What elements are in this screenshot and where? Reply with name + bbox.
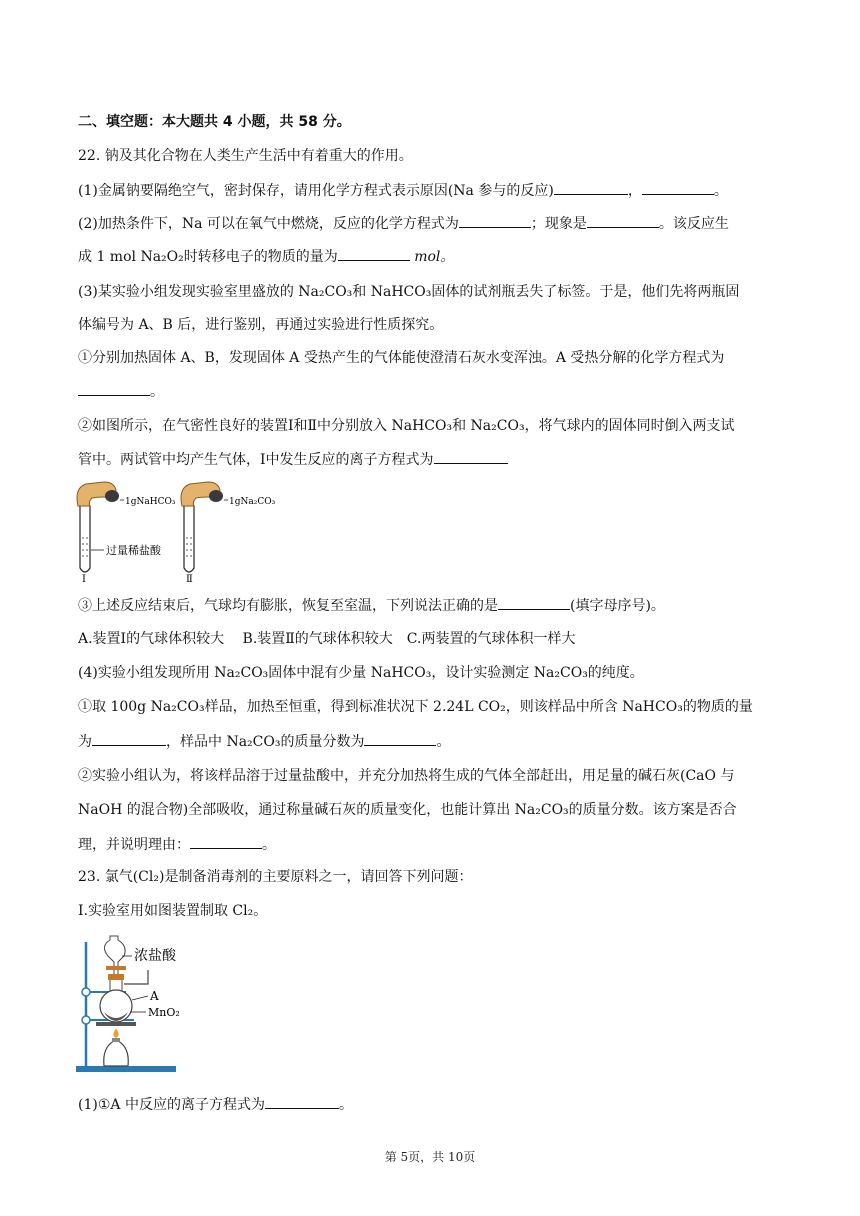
q22-part4-sub2: ②实验小组认为，将该样品溶于过量盐酸中，并充分加热将生成的气体全部赶出，用足量的碱石灰(CaO 与 (78, 768, 735, 784)
q22-sub2-text: 管中。两试管中均产生气体，Ⅰ中发生反应的离子方程式为 (78, 452, 434, 468)
q22-part2-text3: 。该反应生 (658, 216, 729, 232)
q22-part2 (78, 213, 790, 234)
q22-sub3 (78, 595, 790, 616)
label-na2co3: 1gNa₂CO₃ (229, 497, 276, 507)
q22-options: A.装置Ⅰ的气球体积较大 B.装置Ⅱ的气球体积较大 C.两装置的气球体积一样大 (78, 631, 576, 647)
end-punct: 。 (338, 1097, 353, 1113)
label-conc-hcl: 浓盐酸 (134, 948, 176, 964)
q22-part1 (78, 180, 790, 201)
round-bottom-flask (100, 970, 148, 1022)
end-punct: 。 (262, 837, 276, 853)
label-hcl: 过量稀盐酸 (106, 544, 161, 557)
tube-label-2: Ⅱ (186, 574, 193, 585)
q22-part4-sub2-cont2 (78, 834, 790, 855)
q22-sub3-text2: (填字母序号)。 (570, 598, 665, 614)
q22-part4-text: ，样品中 Na₂CO₃的质量分数为 (166, 734, 365, 750)
q22-part4-sub1: ①取 100g Na₂CO₃样品，加热至恒重，得到标准状况下 2.24L CO₂，则该样品中所含 NaHCO₃的物质的量 (78, 699, 753, 715)
end-punct: 。 (150, 384, 164, 400)
q23-sub1-text: (1)①A 中反应的离子方程式为 (78, 1097, 265, 1113)
test-tube-2 (184, 506, 194, 572)
q23-part1: Ⅰ.实验室用如图装置制取 Cl₂。 (78, 903, 268, 919)
q22-part3-cont: 体编号为 A、B 后，进行鉴别，再通过实验进行性质探究。 (78, 317, 444, 333)
label-nahco3: 1gNaHCO₃ (125, 497, 176, 507)
text-prefix: 为 (78, 734, 92, 750)
q22-part4-sub2-cont: NaOH 的混合物)全部吸收，通过称量碱石灰的质量变化，也能计算出 Na₂CO₃的质量分数。该方案是否合 (78, 802, 737, 818)
q22-part4-text2: 理，并说明理由： (78, 837, 190, 853)
label-mno2: MnO₂ (148, 1006, 180, 1019)
q23-sub1 (78, 1094, 790, 1115)
q22-part3: (3)某实验小组发现实验室里盛放的 Na₂CO₃和 NaHCO₃固体的试剂瓶丢失了标签。于是，他们先将两瓶固 (78, 284, 740, 300)
q22-intro: 22. 钠及其化合物在人类生产生活中有着重大的作用。 (78, 148, 413, 164)
separator-text: ， (627, 183, 642, 199)
answer-blank[interactable] (587, 213, 659, 228)
tube-label-1: Ⅰ (82, 574, 86, 585)
q22-sub2: ②如图所示，在气密性良好的装置Ⅰ和Ⅱ中分别放入 NaHCO₃和 Na₂CO₃，将气球内的固体同时倒入两支试 (78, 418, 735, 434)
answer-blank[interactable] (190, 834, 262, 849)
chlorine-apparatus-figure (74, 928, 214, 1076)
answer-blank[interactable] (338, 246, 410, 261)
label-a: A (150, 989, 159, 1003)
q22-part4: (4)实验小组发现所用 Na₂CO₃固体中混有少量 NaHCO₃，设计实验测定 Na₂CO₃的纯度。 (78, 665, 644, 681)
q22-part2-text2: ；现象是 (530, 216, 587, 232)
answer-blank[interactable] (265, 1094, 339, 1109)
test-tube-1 (80, 506, 90, 572)
section-heading: 二、填空题：本大题共 4 小题，共 58 分。 (78, 114, 351, 130)
answer-blank[interactable] (92, 731, 166, 746)
q22-sub1-answer (78, 381, 790, 402)
q22-part4-sub1-cont (78, 731, 790, 752)
end-punct: 。 (713, 183, 728, 199)
q22-sub1: ①分别加热固体 A、B，发现固体 A 受热产生的气体能使澄清石灰水变浑浊。A 受热分解的化学方程式为 (78, 350, 725, 366)
q22-part2-text: (2)加热条件下，Na 可以在氧气中燃烧，反应的化学方程式为 (78, 216, 459, 232)
answer-blank[interactable] (554, 180, 628, 195)
q22-sub2-cont (78, 449, 790, 470)
q22-part2-cont (78, 246, 790, 267)
test-tube-figure (74, 476, 304, 586)
answer-blank[interactable] (364, 731, 436, 746)
answer-blank[interactable] (434, 449, 508, 464)
balloon-1 (77, 482, 119, 506)
unit-text: mol。 (409, 249, 455, 265)
page-footer: 第 5页，共 10页 (384, 1150, 476, 1164)
balloon-2 (181, 482, 223, 506)
end-punct: 。 (436, 734, 451, 750)
q22-part1-text: (1)金属钠要隔绝空气，密封保存，请用化学方程式表示原因(Na 参与的反应) (78, 183, 554, 199)
q22-sub3-text: ③上述反应结束后，气球均有膨胀，恢复至室温，下列说法正确的是 (78, 598, 498, 614)
alcohol-lamp (104, 1029, 129, 1066)
answer-blank[interactable] (498, 595, 570, 610)
answer-blank[interactable] (78, 381, 150, 396)
q23-intro: 23. 氯气(Cl₂)是制备消毒剂的主要原料之一，请回答下列问题： (78, 869, 473, 885)
q22-part2-text4: 成 1 mol Na₂O₂时转移电子的物质的量为 (78, 249, 338, 265)
answer-blank[interactable] (459, 213, 531, 228)
answer-blank[interactable] (642, 180, 714, 195)
